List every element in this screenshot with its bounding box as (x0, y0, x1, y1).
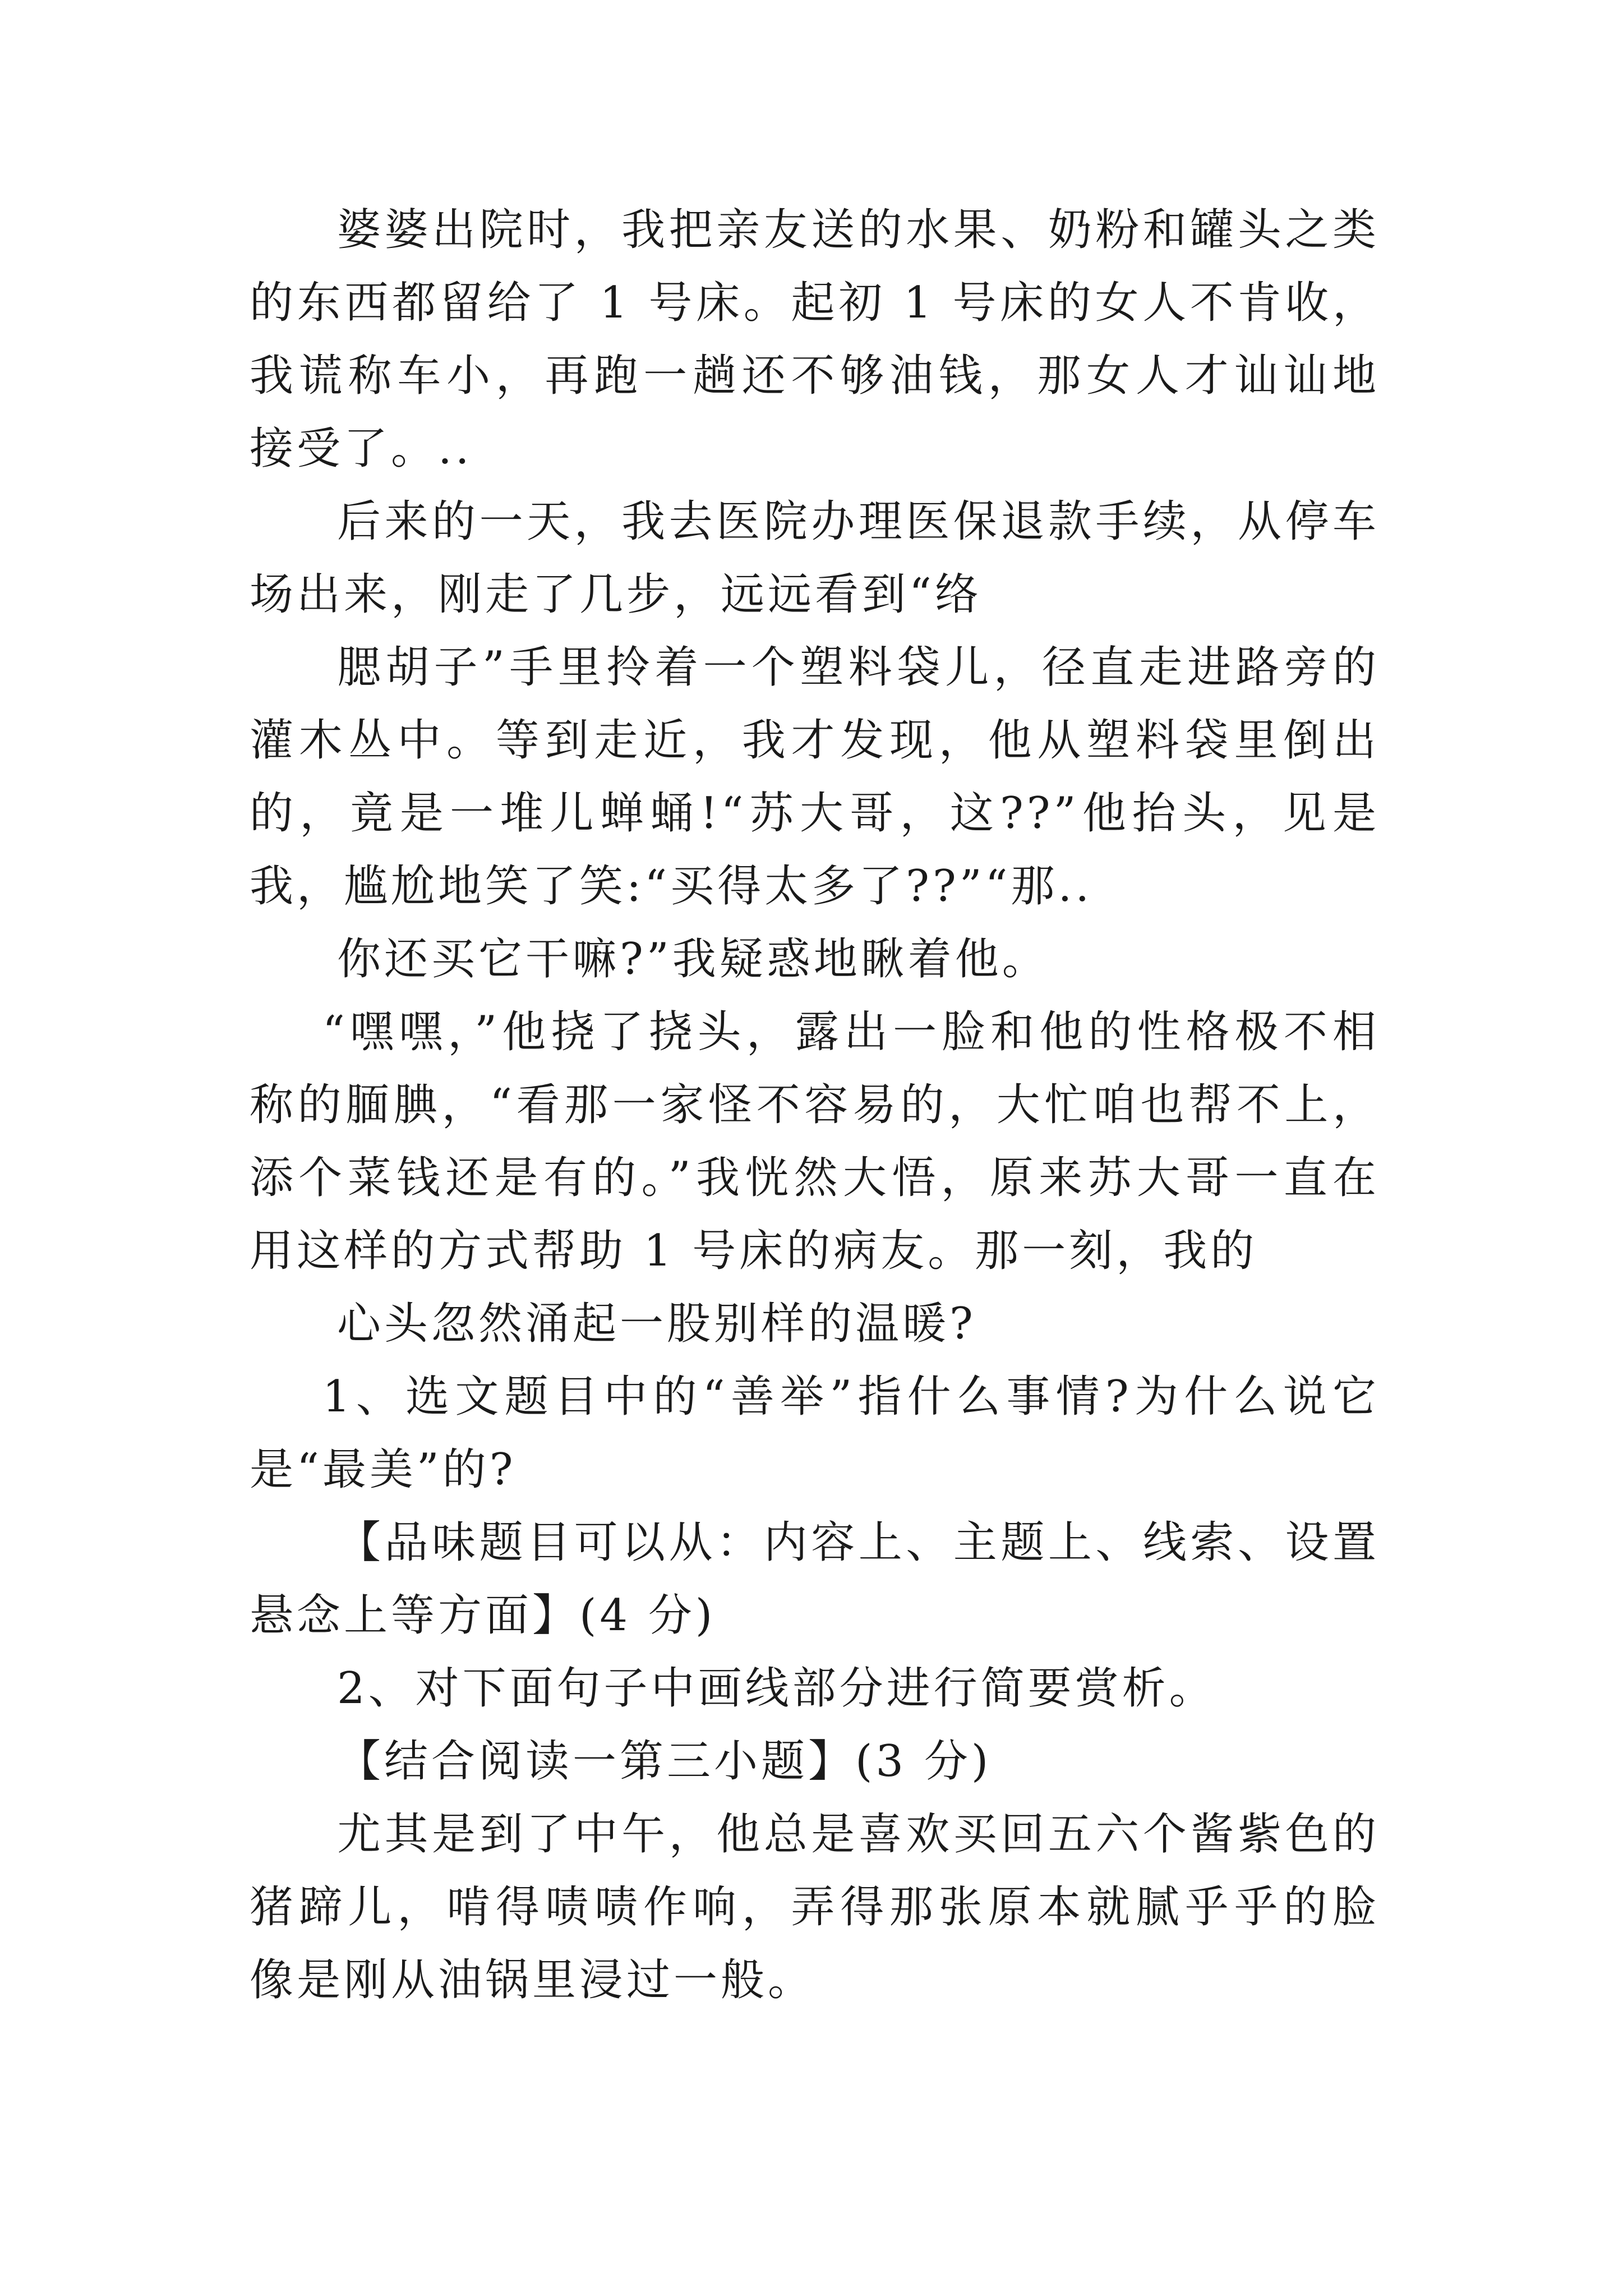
paragraph-bearded-man: 腮胡子”手里拎着一个塑料袋儿，径直走进路旁的灌木丛中。等到走近，我才发现，他从塑料袋里倒出的，竟是一堆儿蝉蛹!“苏大哥，这??”他抬头，见是我，尴尬地笑了笑:“买得太多了??”“那.. (250, 642, 1380, 912)
question-2: 2、对下面句子中画线部分进行简要赏析。 (337, 1663, 1216, 1714)
paragraph-hospital-discharge: 婆婆出院时，我把亲友送的水果、奶粉和罐头之类的东西都留给了 1 号床。起初 1 号床的女人不肯收，我谎称车小，再跑一趟还不够油钱，那女人才讪讪地接受了。.. (250, 205, 1380, 474)
paragraph-later-day: 后来的一天，我去医院办理医保退款手续，从停车场出来，刚走了几步，远远看到“络 (250, 496, 1380, 620)
document-body (250, 194, 1380, 2017)
paragraph-warmth: 心头忽然涌起一股别样的温暖? (337, 1299, 976, 1349)
question-2-hint: 【结合阅读一第三小题】(3 分) (337, 1736, 992, 1787)
question-1: 1、选文题目中的“善举”指什么事情?为什么说它是“最美”的? (250, 1372, 1380, 1495)
question-1-hint: 【品味题目可以从：内容上、主题上、线索、设置悬念上等方面】(4 分) (250, 1517, 1380, 1641)
quoted-sentence: 尤其是到了中午，他总是喜欢买回五六个酱紫色的猪蹄儿，啃得啧啧作响，弄得那张原本就腻乎乎的脸像是刚从油锅里浸过一般。 (250, 1809, 1380, 2005)
paragraph-hehe: “嘿嘿，”他挠了挠头，露出一脸和他的性格极不相称的腼腆，“看那一家怪不容易的，大忙咱也帮不上，添个菜钱还是有的。”我恍然大悟，原来苏大哥一直在用这样的方式帮助 1 号床的病友。那一刻，我的 (250, 1007, 1380, 1276)
paragraph-why-buy: 你还买它干嘛?”我疑惑地瞅着他。 (337, 934, 1049, 984)
